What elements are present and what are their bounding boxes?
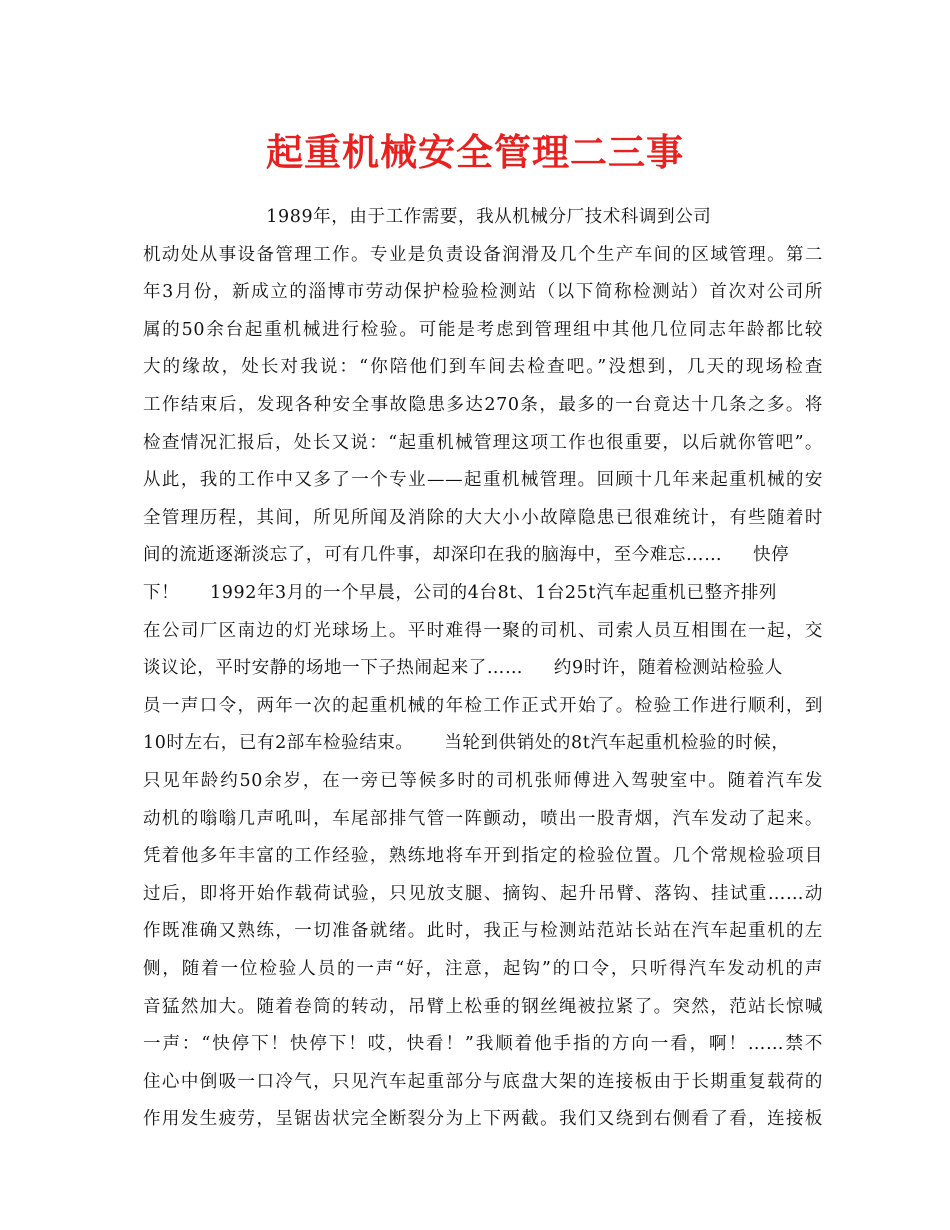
body-text-line: 侧，随着一位检验人员的一声“好，注意，起钩”的口令，只听得汽车发动机的声 [143, 959, 823, 979]
body-text-line: 音猛然加大。随着卷筒的转动，吊臂上松垂的钢丝绳被拉紧了。突然，范站长惊喊 [143, 996, 823, 1017]
body-text-line: 属的50余台起重机械进行检验。可能是考虑到管理组中其他几位同志年龄都比较 [143, 319, 823, 340]
body-text-line: 下！ 1992年3月的一个早晨，公司的4台8t、1台25t汽车起重机已整齐排列 [143, 583, 778, 603]
body-text-line: 机动处从事设备管理工作。专业是负责设备润滑及几个生产车间的区域管理。第二 [143, 244, 823, 265]
body-text-line: 全管理历程，其间，所见所闻及消除的大大小小故障隐患已很难统计，有些随着时 [143, 507, 823, 528]
body-text-line: 过后，即将开始作载荷试验，只见放支腿、摘钩、起升吊臂、落钩、挂试重……动 [143, 883, 823, 904]
body-text-line: 在公司厂区南边的灯光球场上。平时难得一聚的司机、司索人员互相围在一起，交 [143, 620, 823, 641]
body-text-line: 检查情况汇报后，处长又说：“起重机械管理这项工作也很重要，以后就你管吧”。 [143, 432, 823, 453]
body-text-line: 只见年龄约50余岁，在一旁已等候多时的司机张师傅进入驾驶室中。随着汽车发 [143, 771, 823, 791]
body-text-line: 作既准确又熟练，一切准备就绪。此时，我正与检测站范站长站在汽车起重机的左 [143, 921, 823, 942]
body-text-line: 员一声口令，两年一次的起重机械的年检工作正式开始了。检验工作进行顺利，到 [143, 695, 823, 716]
body-text-line: 住心中倒吸一口冷气，只见汽车起重部分与底盘大架的连接板由于长期重复载荷的 [143, 1071, 823, 1092]
body-text-line: 从此，我的工作中又多了一个专业——起重机械管理。回顾十几年来起重机械的安 [143, 470, 823, 491]
body-text-line: 10时左右，已有2部车检验结束。 当轮到供销处的8t汽车起重机检验的时候， [143, 733, 790, 754]
body-text-line: 间的流逝逐渐淡忘了，可有几件事，却深印在我的脑海中，至今难忘…… 快停 [143, 545, 790, 566]
body-text-line: 年3月份，新成立的淄博市劳动保护检验检测站（以下简称检测站）首次对公司所 [143, 282, 823, 303]
body-text-line: 1989年，由于工作需要，我从机械分厂技术科调到公司 [143, 207, 712, 227]
body-text-line: 工作结束后，发现各种安全事故隐患多达270条，最多的一台竟达十几条之多。将 [143, 395, 823, 415]
body-text-line: 作用发生疲劳，呈锯齿状完全断裂分为上下两截。我们又绕到右侧看了看，连接板 [143, 1109, 823, 1130]
body-text-line: 大的缘故，处长对我说：“你陪他们到车间去检查吧。”没想到，几天的现场检查 [143, 357, 823, 378]
document-title: 起重机械安全管理二三事 [266, 130, 684, 174]
body-text-line: 动机的嗡嗡几声吼叫，车尾部排气管一阵颤动，喷出一股青烟，汽车发动了起来。 [143, 808, 823, 829]
body-text-line: 谈议论，平时安静的场地一下子热闹起来了…… 约9时许，随着检测站检验人 [143, 658, 783, 679]
body-text-line: 凭着他多年丰富的工作经验，熟练地将车开到指定的检验位置。几个常规检验项目 [143, 846, 823, 867]
body-text-line: 一声：“快停下！快停下！哎，快看！”我顺着他手指的方向一看，啊！……禁不 [143, 1034, 823, 1055]
